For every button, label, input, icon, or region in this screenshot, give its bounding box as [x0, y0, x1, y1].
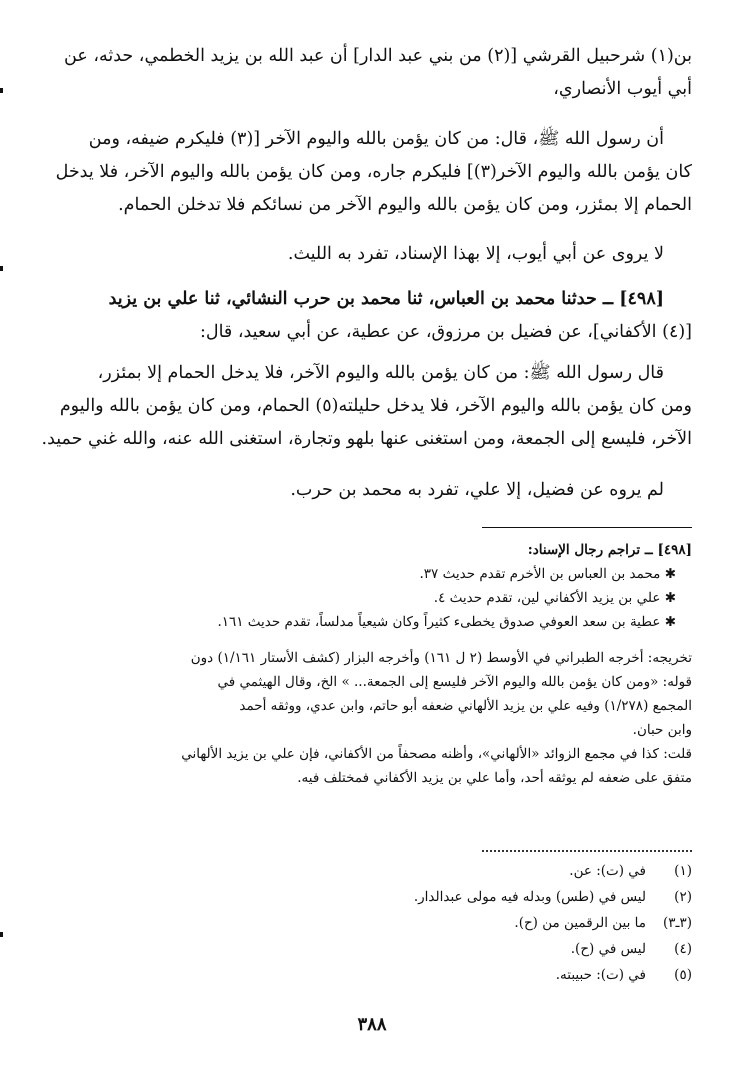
- page-number: ٣٨٨: [357, 1014, 387, 1035]
- note-number: (٢): [674, 889, 692, 905]
- paragraph-comment-497: [42, 238, 692, 271]
- text-line: كان يؤمن بالله واليوم الآخر(٣)] فليكرم جاره، ومن كان يؤمن بالله واليوم الآخر، فلا يدخل: [55, 162, 692, 182]
- footnote-commentary: [42, 538, 692, 790]
- note-text: في (ت): عن.: [569, 863, 646, 879]
- footnote-heading: [٤٩٨] ــ تراجم رجال الإسناد:: [527, 542, 692, 558]
- list-item: [42, 562, 692, 586]
- text-line: الآخر، فليسع إلى الجمعة، ومن استغنى عنها بلهو وتجارة، استغنى الله عنه، والله غني حميد.: [42, 429, 692, 449]
- asterisk-icon: ✱: [664, 614, 676, 630]
- scan-mark: [0, 266, 3, 271]
- note-text: ليس في (طس) وبدله فيه مولى عبدالدار.: [413, 889, 646, 905]
- takhrij-line: المجمع (١/٢٧٨) وفيه علي بن يزيد الألهاني ضعفه أبو حاتم، وابن عدي، ووثقه أحمد: [239, 698, 692, 714]
- takhrij-line: قوله: «ومن كان يؤمن بالله واليوم الآخر فليسع إلى الجمعة... » الخ، وقال الهيثمي في: [217, 674, 692, 690]
- variant-notes: [42, 858, 692, 988]
- paragraph-hadith-497: [42, 123, 692, 222]
- text-line: بن(١) شرحبيل القرشي [(٢) من بني عبد الدار] أن عبد الله بن يزيد الخطمي، حدثه، عن: [64, 46, 692, 66]
- text-line: أبي أيوب الأنصاري،: [553, 79, 692, 99]
- note-number: (١): [674, 863, 692, 879]
- list-item: [42, 610, 692, 634]
- list-item: [42, 962, 692, 988]
- note-number: (٣ـ٣): [662, 915, 692, 931]
- paragraph-hadith-498: [42, 357, 692, 456]
- takhrij-line: تخريجه: أخرجه الطبراني في الأوسط (٢ ل ١٦١) وأخرجه البزار (كشف الأستار ١/١٦١) دون: [190, 650, 692, 666]
- narrator-entry: علي بن يزيد الأكفاني لين، تقدم حديث ٤.: [433, 590, 661, 606]
- paragraph-isnad-498: [42, 283, 692, 349]
- list-item: [42, 586, 692, 610]
- text-line: لا يروى عن أبي أيوب، إلا بهذا الإسناد، تفرد به الليث.: [287, 244, 664, 264]
- list-item: [42, 936, 692, 962]
- note-text: ما بين الرقمين من (ح).: [514, 915, 646, 931]
- notes-separator: [482, 850, 692, 852]
- text-line: لم يروه عن فضيل، إلا علي، تفرد به محمد بن حرب.: [290, 480, 664, 500]
- narrator-entry: محمد بن العباس بن الأخرم تقدم حديث ٣٧.: [419, 566, 661, 582]
- narrator-entry: عطية بن سعد العوفي صدوق يخطىء كثيراً وكان شيعياً مدلساً، تقدم حديث ١٦١.: [217, 614, 661, 630]
- list-item: [42, 910, 692, 936]
- asterisk-icon: ✱: [664, 566, 676, 582]
- list-item: [42, 858, 692, 884]
- list-item: [42, 884, 692, 910]
- scan-mark: [0, 932, 3, 937]
- qult-line: متفق على ضعفه لم يوثقه أحد، وأما علي بن يزيد الأكفاني فمختلف فيه.: [297, 770, 692, 786]
- footnote-separator: [482, 527, 692, 528]
- text-line: أن رسول الله ﷺ، قال: من كان يؤمن بالله واليوم الآخر [(٣) فليكرم ضيفه، ومن: [88, 129, 664, 149]
- takhrij-line: وابن حبان.: [632, 722, 692, 738]
- asterisk-icon: ✱: [664, 590, 676, 606]
- text-line: [(٤) الأكفاني]، عن فضيل بن مرزوق، عن عطية، عن أبي سعيد، قال:: [199, 322, 692, 342]
- scan-mark: [0, 88, 3, 93]
- note-text: ليس في (ح).: [570, 941, 646, 957]
- note-number: (٥): [674, 967, 692, 983]
- note-number: (٤): [674, 941, 692, 957]
- note-text: في (ت): حبيبته.: [555, 967, 646, 983]
- text-line: قال رسول الله ﷺ: من كان يؤمن بالله واليوم الآخر، فلا يدخل الحمام إلا بمئزر،: [97, 363, 664, 383]
- text-line: الحمام إلا بمئزر، ومن كان يؤمن بالله واليوم الآخر من نسائكم فلا تدخلن الحمام.: [118, 195, 692, 215]
- text-line: ومن كان يؤمن بالله واليوم الآخر، فلا يدخل حليلته(٥) الحمام، ومن كان يؤمن بالله واليوم: [59, 396, 692, 416]
- qult-line: قلت: كذا في مجمع الزوائد «الألهاني»، وأظنه مصحفاً من الأكفاني، فإن علي بن يزيد الألهاني: [181, 746, 692, 762]
- paragraph-isnad-continuation: [42, 40, 692, 106]
- paragraph-comment-498: [42, 474, 692, 507]
- text-line: [٤٩٨] ــ حدثنا محمد بن العباس، ثنا محمد بن حرب النشائي، ثنا علي بن يزيد: [108, 289, 664, 309]
